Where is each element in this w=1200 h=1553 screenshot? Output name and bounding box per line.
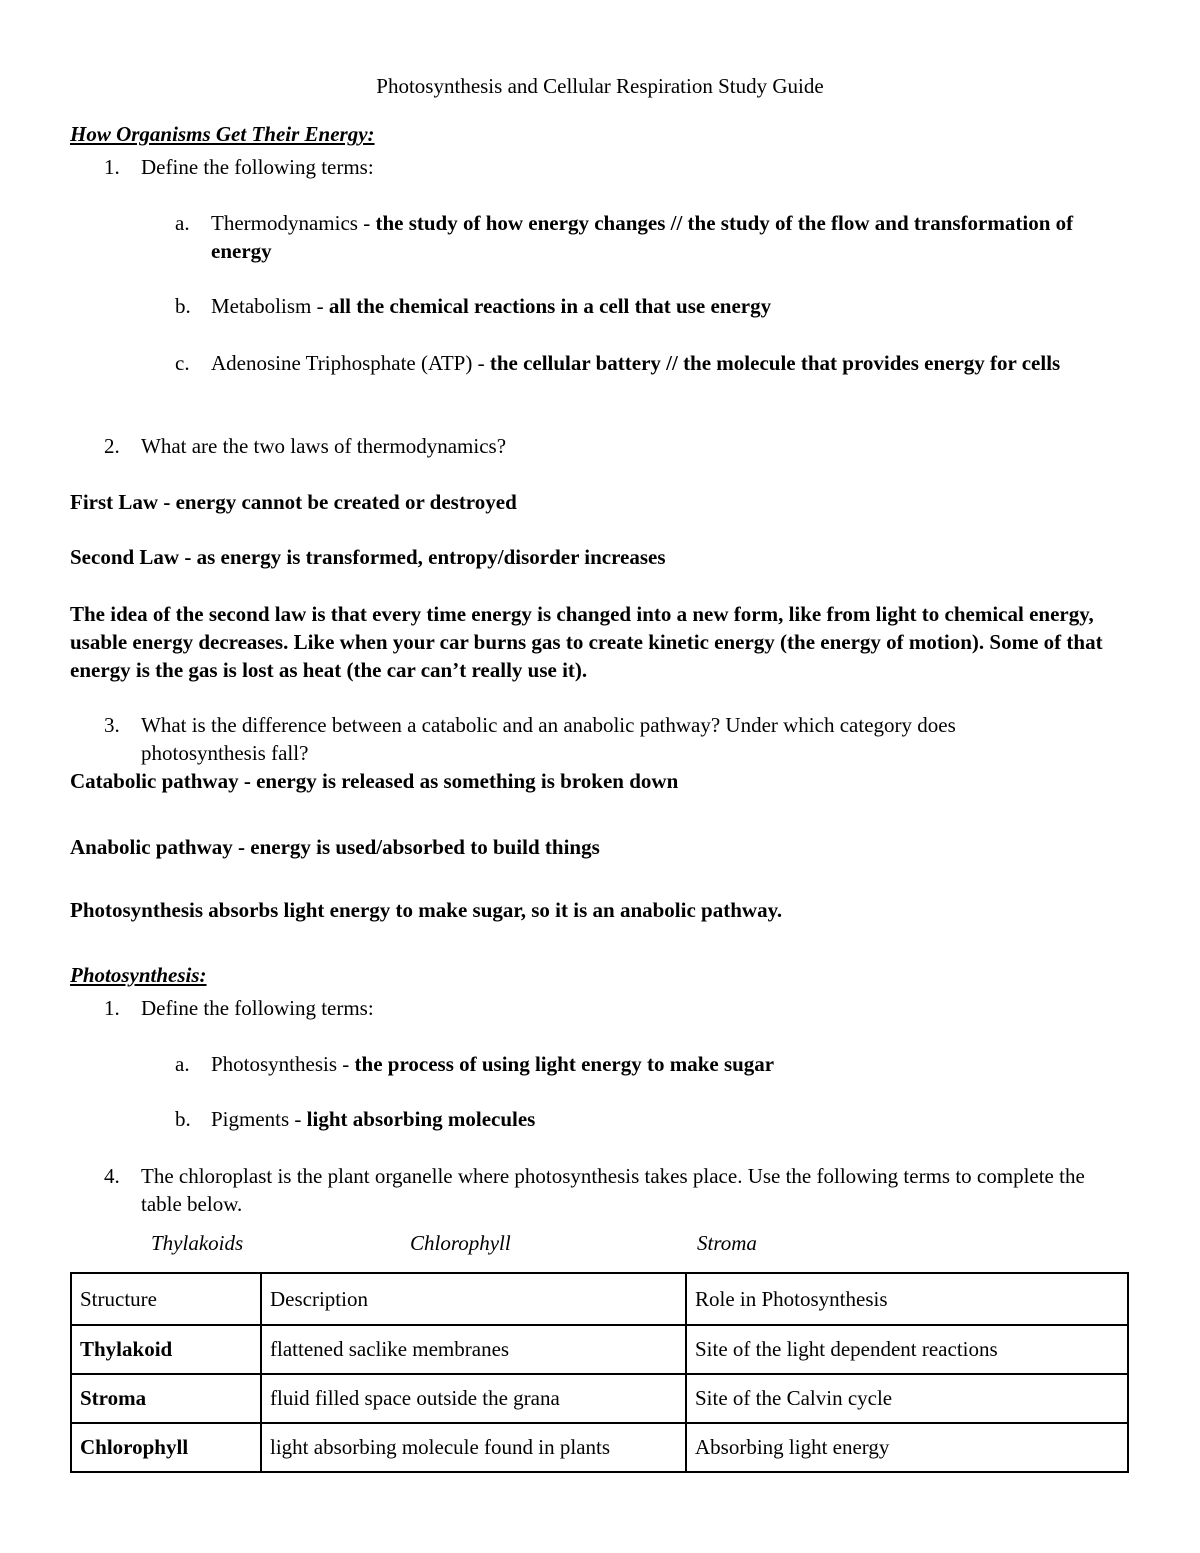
term-label: Photosynthesis - (211, 1052, 355, 1076)
catabolic-answer: Catabolic pathway - energy is released as something is broken down (70, 769, 679, 793)
table-cell-role: Site of the light dependent reactions (686, 1325, 1128, 1374)
term-pigments (211, 1105, 535, 1133)
word-bank-chlorophyll: Chlorophyll (410, 1231, 511, 1255)
word-bank-stroma: Stroma (697, 1231, 757, 1255)
table-header-cell: Structure (71, 1273, 261, 1325)
section-heading-energy: How Organisms Get Their Energy: (70, 122, 375, 146)
table-cell-description: flattened saclike membranes (261, 1325, 686, 1374)
table-cell-structure: Thylakoid (71, 1325, 261, 1374)
term-label: Thermodynamics - (211, 211, 376, 235)
q1-number: 1. (104, 155, 120, 179)
s2-term-b-letter: b. (175, 1107, 191, 1131)
word-bank-thylakoids: Thylakoids (151, 1231, 244, 1255)
term-definition: the process of using light energy to make sugar (354, 1052, 775, 1076)
q1-text: Define the following terms: (141, 155, 374, 179)
q4-text: The chloroplast is the plant organelle where photosynthesis takes place. Use the following terms to complete the table below. (141, 1164, 1085, 1216)
s2-q1-number: 1. (104, 996, 120, 1020)
q4-number: 4. (104, 1164, 120, 1188)
anabolic-answer: Anabolic pathway - energy is used/absorbed to build things (70, 835, 600, 859)
section-heading-photosynthesis: Photosynthesis: (70, 963, 207, 987)
table-cell-structure: Stroma (71, 1374, 261, 1423)
chloroplast-structure-table (70, 1272, 1129, 1473)
table-header-cell: Description (261, 1273, 686, 1325)
term-label: Pigments - (211, 1107, 307, 1131)
term-definition: light absorbing molecules (306, 1107, 536, 1131)
term-definition: the study of how energy changes // the study of the flow and transformation of energy (211, 211, 1074, 263)
table-row (71, 1423, 1128, 1472)
q2-number: 2. (104, 434, 120, 458)
s2-q1-text: Define the following terms: (141, 996, 374, 1020)
term-definition: the cellular battery // the molecule that provides energy for cells (489, 351, 1061, 375)
table-row (71, 1374, 1128, 1423)
term-label: Metabolism - (211, 294, 329, 318)
term-label: Adenosine Triphosphate (ATP) - (211, 351, 490, 375)
table-header-cell: Role in Photosynthesis (686, 1273, 1128, 1325)
page-title: Photosynthesis and Cellular Respiration Study Guide (376, 74, 824, 98)
term-a-letter: a. (175, 211, 190, 235)
term-photosynthesis (211, 1050, 774, 1078)
second-law: Second Law - as energy is transformed, entropy/disorder increases (70, 545, 666, 569)
table-cell-description: fluid filled space outside the grana (261, 1374, 686, 1423)
q2-text: What are the two laws of thermodynamics? (141, 434, 507, 458)
table-cell-description: light absorbing molecule found in plants (261, 1423, 686, 1472)
term-metabolism (211, 292, 771, 320)
table-header-row (71, 1273, 1128, 1325)
table-cell-structure: Chlorophyll (71, 1423, 261, 1472)
s2-term-a-letter: a. (175, 1052, 190, 1076)
table-row (71, 1325, 1128, 1374)
term-definition: all the chemical reactions in a cell that use energy (328, 294, 772, 318)
first-law: First Law - energy cannot be created or destroyed (70, 490, 517, 514)
table-cell-role: Site of the Calvin cycle (686, 1374, 1128, 1423)
term-thermodynamics (211, 209, 1131, 265)
q3-text: What is the difference between a catabolic and an anabolic pathway? Under which category does photosynthesis fall? (141, 713, 956, 765)
term-c-letter: c. (175, 351, 190, 375)
photosynthesis-category-answer: Photosynthesis absorbs light energy to make sugar, so it is an anabolic pathway. (70, 898, 783, 922)
term-b-letter: b. (175, 294, 191, 318)
term-atp (211, 349, 1136, 377)
table-cell-role: Absorbing light energy (686, 1423, 1128, 1472)
second-law-explanation: The idea of the second law is that every time energy is changed into a new form, like from light to chemical energy, usable energy decreases. Like when your car burns gas to create kinetic energy (the energy of motion). Some of that energy is the gas is lost as heat (the car can’t really use it). (70, 602, 1103, 682)
q3-number: 3. (104, 713, 120, 737)
